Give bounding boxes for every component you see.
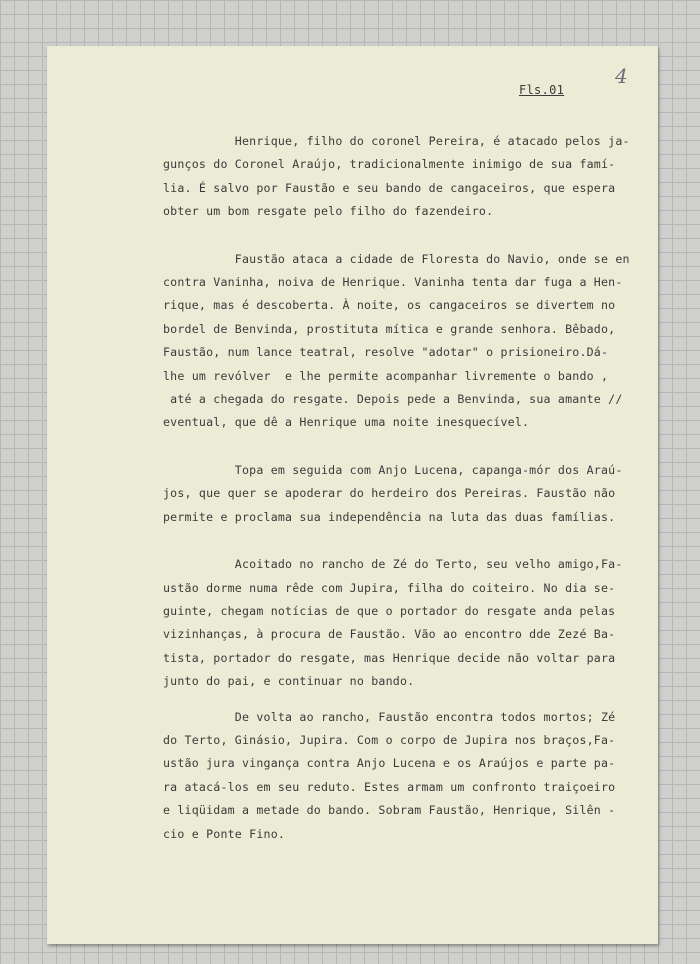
text-line: junto do pai, e continuar no bando. [163,674,415,689]
text-line: lhe um revólver e lhe permite acompanhar livremente o bando , [163,368,609,383]
paragraph-5 [163,706,629,846]
text-line: lia. É salvo por Faustão e seu bando de cangaceiros, que espera [163,180,616,195]
text-line: bordel de Benvinda, prostituta mítica e grande senhora. Bêbado, [163,321,616,336]
text-line: e liqüidam a metade do bando. Sobram Faustão, Henrique, Silên - [163,803,616,818]
typed-page [47,46,658,944]
text-line: Faustão, num lance teatral, resolve "adotar" o prisioneiro.Dá- [163,345,609,360]
text-line: permite e proclama sua independência na luta das duas famílias. [163,509,616,524]
text-line: gunços do Coronel Araújo, tradicionalmente inimigo de sua famí- [163,157,616,172]
text-line: cio e Ponte Fino. [163,826,286,841]
text-line: Topa em seguida com Anjo Lucena, capanga-mór dos Araú- [163,462,623,477]
text-line: ra atacá-los em seu reduto. Estes armam um confronto traiçoeiro [163,779,616,794]
text-line: vizinhanças, à procura de Faustão. Vão ao encontro dde Zezé Ba- [163,627,616,642]
paragraph-3 [163,459,629,529]
paragraph-4 [163,553,629,693]
paragraph-1 [163,130,629,224]
text-line: até a chegada do resgate. Depois pede a Benvinda, sua amante // [163,392,623,407]
text-line: De volta ao rancho, Faustão encontra todos mortos; Zé [163,709,616,724]
paragraph-2 [163,248,629,435]
text-line: guinte, chegam notícias de que o portador do resgate anda pelas [163,603,616,618]
text-line: rique, mas é descoberta. À noite, os cangaceiros se divertem no [163,298,616,313]
text-line: Henrique, filho do coronel Pereira, é atacado pelos ja- [163,134,630,148]
text-line: eventual, que dê a Henrique uma noite inesquecível. [163,415,530,430]
text-line: Acoitado no rancho de Zé do Terto, seu velho amigo,Fa- [163,557,623,572]
text-line: Faustão ataca a cidade de Floresta do Navio, onde se en [163,251,630,266]
text-line: obter um bom resgate pelo filho do fazendeiro. [163,204,494,219]
text-line: tista, portador do resgate, mas Henrique decide não voltar para [163,650,616,665]
text-line: jos, que quer se apoderar do herdeiro dos Pereiras. Faustão não [163,486,616,501]
text-line: do Terto, Ginásio, Jupira. Com o corpo de Jupira nos braços,Fa- [163,732,616,747]
text-line: ustão jura vingança contra Anjo Lucena e os Araújos e parte pa- [163,756,616,771]
folio-number: Fls.01 [519,83,565,97]
typed-body-text [163,130,629,846]
handwritten-page-number: 4 [615,64,628,88]
text-line: contra Vaninha, noiva de Henrique. Vaninha tenta dar fuga a Hen- [163,275,623,290]
text-line: ustão dorme numa rêde com Jupira, filha do coiteiro. No dia se- [163,580,616,595]
